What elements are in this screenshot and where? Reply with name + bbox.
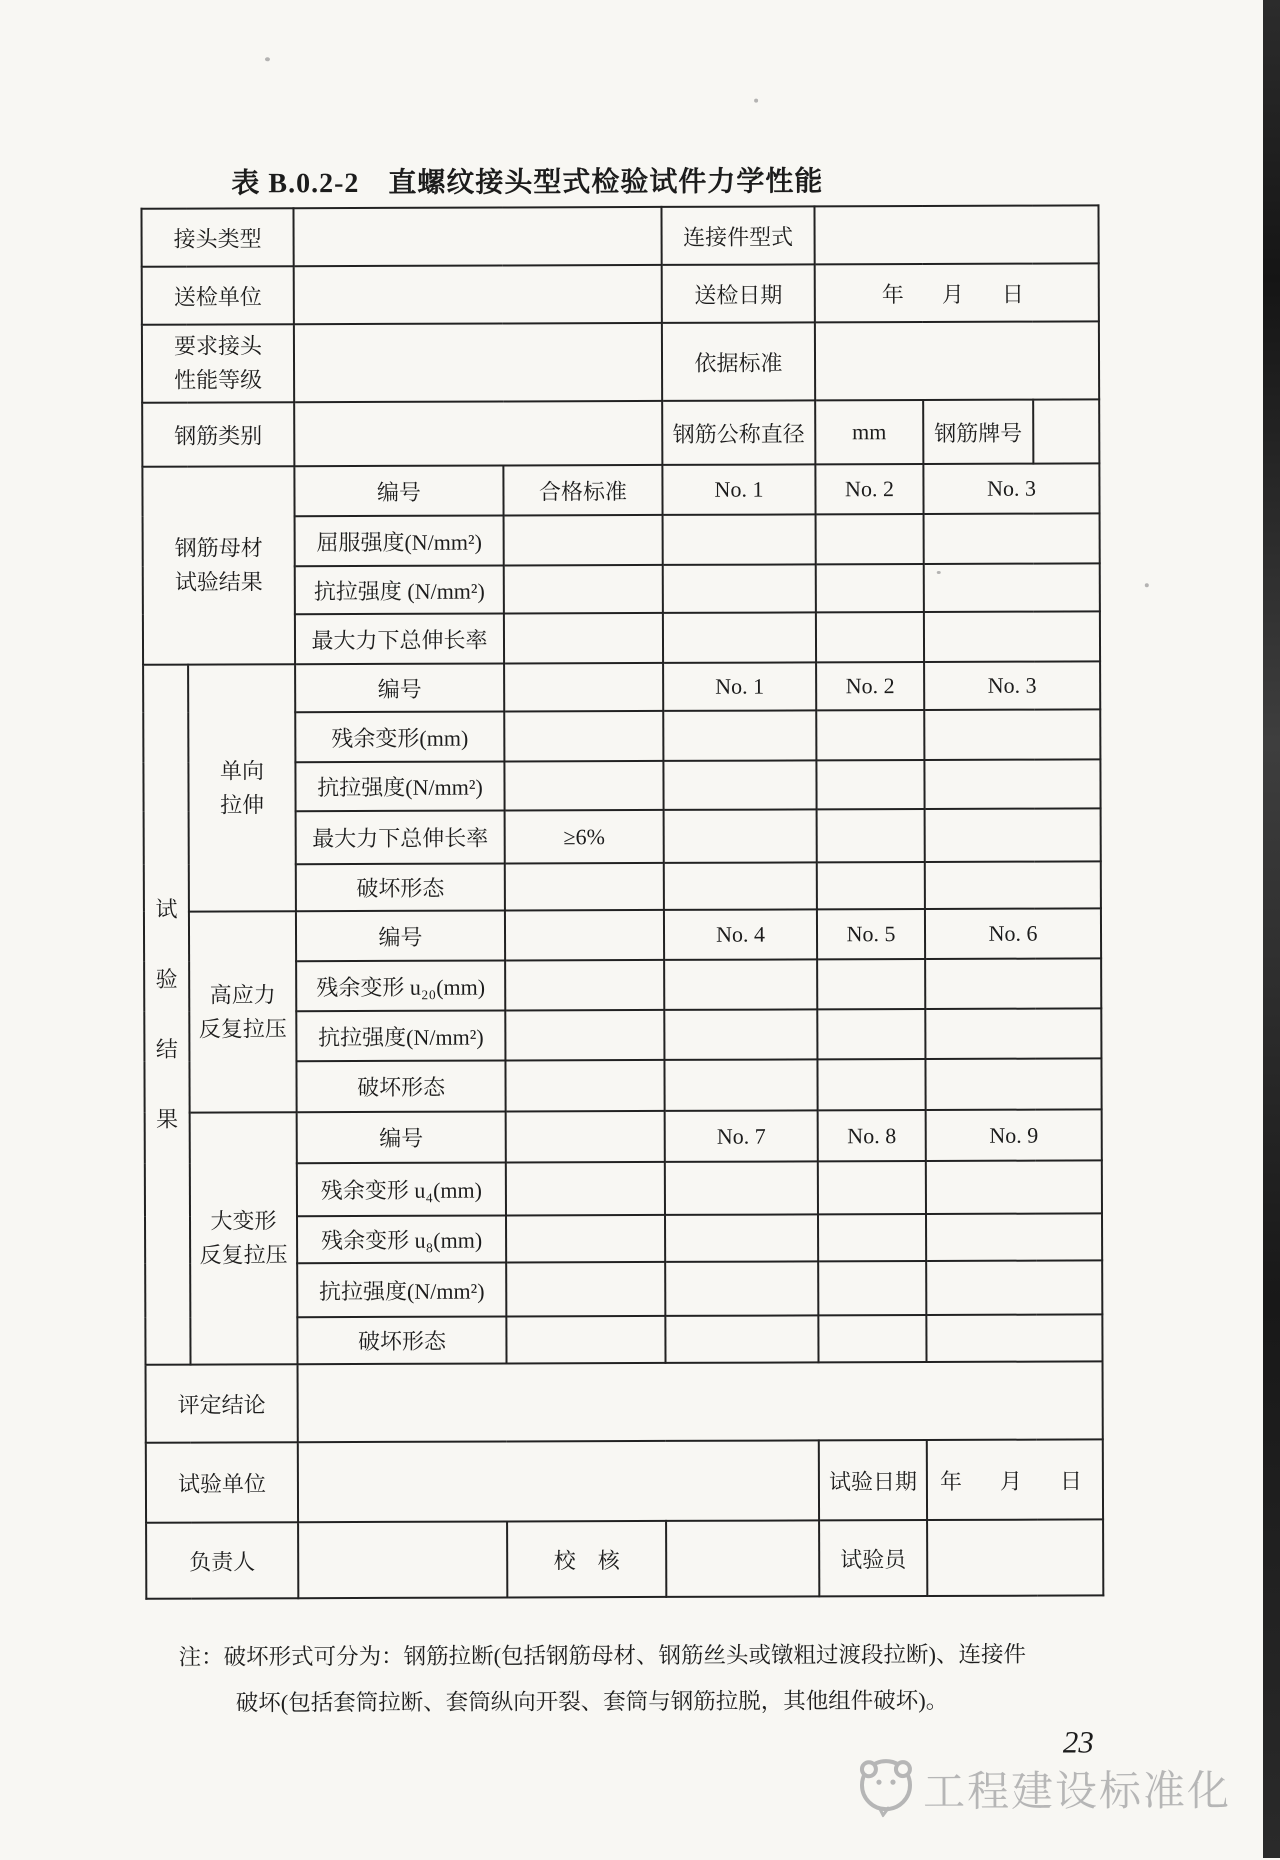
required-grade-value — [294, 323, 662, 402]
param-label: 抗拉强度 (N/mm²) — [295, 565, 504, 614]
empty-cell — [924, 563, 1100, 612]
empty-cell — [926, 1160, 1102, 1214]
empty-cell — [664, 1009, 817, 1060]
empty-cell — [818, 1161, 926, 1214]
conclusion-value — [298, 1361, 1103, 1442]
empty-cell — [926, 1314, 1102, 1362]
uniaxial-section-label: 单向 拉伸 — [188, 664, 296, 911]
criteria-cell — [504, 711, 663, 762]
param-label: 破坏形态 — [296, 863, 505, 911]
specimen-no2: No. 2 — [815, 464, 923, 514]
tester-label: 试验员 — [819, 1520, 927, 1596]
large-deformation-id-label: 编号 — [297, 1111, 506, 1163]
tester-value — [927, 1519, 1103, 1596]
high-stress-section-label: 高应力 反复拉压 — [189, 911, 297, 1112]
empty-cell — [506, 1215, 665, 1263]
criteria-cell — [505, 863, 664, 911]
scan-speck — [754, 99, 758, 103]
specimen-no8: No. 8 — [818, 1110, 926, 1161]
empty-cell — [925, 1008, 1101, 1059]
empty-cell — [504, 565, 663, 614]
empty-cell — [665, 1161, 818, 1215]
empty-cell — [817, 809, 925, 862]
empty-cell — [663, 514, 816, 565]
empty-cell — [506, 1262, 665, 1317]
empty-cell — [926, 1213, 1102, 1261]
test-date-value: 年 月 日 — [927, 1439, 1103, 1520]
empty-cell — [504, 663, 663, 712]
test-results-section-label: 试 验 结 果 — [143, 665, 190, 1365]
base-material-criteria-label: 合格标准 — [503, 465, 662, 516]
rebar-diameter-label: 钢筋公称直径 — [662, 400, 815, 465]
basis-standard-value — [815, 321, 1099, 400]
required-grade-label: 要求接头 性能等级 — [142, 324, 294, 403]
empty-cell — [926, 1260, 1102, 1315]
test-unit-label: 试验单位 — [146, 1442, 298, 1523]
empty-cell — [924, 759, 1100, 809]
empty-cell — [818, 1315, 926, 1362]
empty-cell — [663, 564, 816, 613]
rebar-diameter-unit: mm — [815, 400, 923, 464]
empty-cell — [663, 760, 816, 810]
inspection-form-table — [140, 204, 1104, 1599]
scan-edge-shadow — [1263, 0, 1280, 1858]
footnote-line-1: 注：破坏形式可分为：钢筋拉断(包括钢筋母材、钢筋丝头或镦粗过渡段拉断)、连接件 — [178, 1641, 1027, 1670]
empty-cell — [506, 1162, 665, 1216]
basis-standard-label: 依据标准 — [662, 322, 815, 401]
empty-cell — [816, 710, 924, 760]
watermark-logo-icon — [853, 1755, 919, 1822]
uniaxial-id-label: 编号 — [295, 663, 504, 712]
empty-cell — [817, 1059, 925, 1110]
joint-type-label: 接头类型 — [141, 208, 293, 267]
connector-type-value — [814, 205, 1098, 264]
empty-cell — [505, 1010, 664, 1061]
empty-cell — [816, 612, 924, 662]
high-stress-id-label: 编号 — [296, 910, 505, 961]
empty-cell — [504, 515, 663, 566]
joint-type-value — [293, 207, 661, 266]
param-label: 破坏形态 — [296, 1060, 505, 1112]
empty-cell — [663, 710, 816, 761]
param-label: 抗拉强度(N/mm²) — [297, 1262, 506, 1317]
conclusion-label: 评定结论 — [146, 1364, 298, 1443]
connector-type-label: 连接件型式 — [661, 206, 814, 265]
responsible-value — [298, 1521, 507, 1598]
scan-speck — [1145, 583, 1149, 587]
empty-cell — [505, 1060, 664, 1112]
page-number: 23 — [1062, 1724, 1094, 1760]
specimen-no4: No. 4 — [664, 909, 817, 960]
empty-cell — [818, 1261, 926, 1315]
specimen-no3: No. 3 — [924, 661, 1100, 710]
specimen-no9: No. 9 — [926, 1109, 1102, 1161]
specimen-no1: No. 1 — [662, 464, 815, 515]
base-material-id-label: 编号 — [294, 465, 503, 516]
criteria-cell: ≥6% — [505, 810, 664, 864]
watermark-text: 工程建设标准化 — [922, 1768, 1232, 1816]
empty-cell — [816, 760, 924, 809]
specimen-no1: No. 1 — [663, 662, 816, 711]
submit-unit-label: 送检单位 — [142, 266, 294, 325]
param-label: 抗拉强度(N/mm²) — [295, 761, 504, 811]
rebar-category-label: 钢筋类别 — [142, 402, 294, 467]
footnote-line-2: 破坏(包括套筒拉断、套筒纵向开裂、套筒与钢筋拉脱，其他组件破坏)。 — [235, 1687, 949, 1716]
empty-cell — [664, 959, 817, 1010]
watermark — [853, 1754, 1231, 1822]
param-label: 破坏形态 — [297, 1316, 506, 1364]
param-label: 残余变形 u₈(mm) — [297, 1215, 506, 1263]
submit-date-label: 送检日期 — [662, 264, 815, 323]
empty-cell — [665, 1261, 818, 1316]
param-label: 抗拉强度(N/mm²) — [296, 1010, 505, 1061]
empty-cell — [506, 1316, 665, 1364]
specimen-no3: No. 3 — [923, 463, 1099, 514]
empty-cell — [924, 611, 1100, 662]
empty-cell — [506, 1111, 665, 1163]
param-label: 最大力下总伸长率 — [295, 613, 504, 664]
empty-cell — [505, 960, 664, 1011]
empty-cell — [817, 959, 925, 1009]
check-label: 校 核 — [507, 1521, 666, 1598]
check-value — [666, 1520, 819, 1597]
empty-cell — [925, 808, 1101, 862]
empty-cell — [924, 513, 1100, 564]
rebar-grade-value — [1033, 399, 1099, 463]
empty-cell — [925, 1058, 1101, 1110]
empty-cell — [505, 910, 664, 961]
param-label: 残余变形(mm) — [295, 711, 504, 762]
empty-cell — [816, 514, 924, 564]
empty-cell — [817, 862, 925, 909]
scan-speck — [937, 571, 941, 574]
param-label: 屈服强度(N/mm²) — [295, 515, 504, 566]
rebar-category-value — [294, 401, 662, 466]
scan-speck — [265, 57, 270, 61]
rebar-grade-label: 钢筋牌号 — [923, 400, 1033, 464]
empty-cell — [665, 1315, 818, 1363]
empty-cell — [664, 862, 817, 910]
large-deformation-section-label: 大变形 反复拉压 — [190, 1112, 298, 1364]
empty-cell — [664, 809, 817, 863]
specimen-no2: No. 2 — [816, 662, 924, 710]
test-unit-value — [298, 1440, 819, 1522]
specimen-no7: No. 7 — [665, 1110, 818, 1162]
responsible-label: 负责人 — [146, 1522, 298, 1599]
empty-cell — [664, 1059, 817, 1111]
empty-cell — [816, 564, 924, 612]
param-label: 残余变形 u₂₀(mm) — [296, 960, 505, 1011]
empty-cell — [665, 1214, 818, 1262]
test-date-label: 试验日期 — [819, 1440, 927, 1520]
empty-cell — [925, 861, 1101, 909]
empty-cell — [818, 1214, 926, 1261]
footnote — [178, 1631, 1118, 1726]
submit-unit-value — [294, 265, 662, 324]
empty-cell — [663, 612, 816, 663]
empty-cell — [504, 613, 663, 664]
submit-date-value: 年 月 日 — [815, 263, 1099, 322]
empty-cell — [817, 1009, 925, 1059]
base-material-section-label: 钢筋母材 试验结果 — [142, 466, 295, 665]
page-title: 表 B.0.2-2 直螺纹接头型式检验试件力学性能 — [231, 166, 824, 200]
criteria-cell — [504, 761, 663, 811]
specimen-no6: No. 6 — [925, 908, 1101, 959]
param-label: 最大力下总伸长率 — [296, 810, 505, 864]
empty-cell — [925, 958, 1101, 1009]
empty-cell — [924, 709, 1100, 760]
specimen-no5: No. 5 — [817, 909, 925, 959]
param-label: 残余变形 u₄(mm) — [297, 1162, 506, 1216]
